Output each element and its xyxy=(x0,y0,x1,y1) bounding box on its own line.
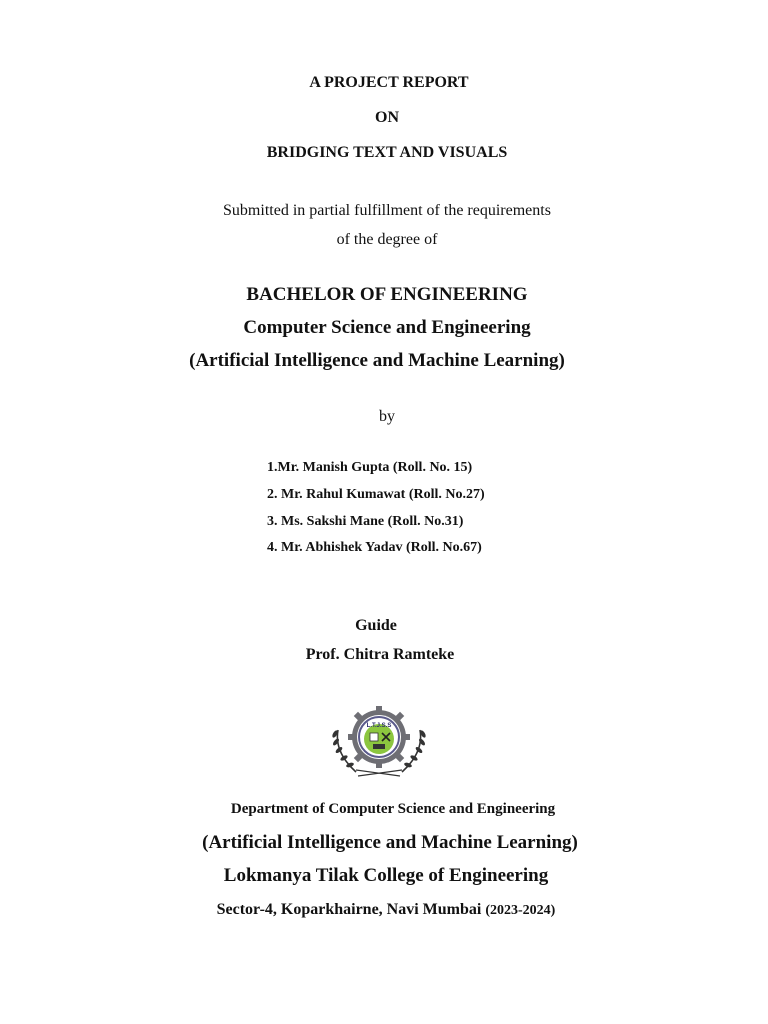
author-item: 3. Ms. Sakshi Mane (Roll. No.31) xyxy=(267,514,464,529)
author-item: 2. Mr. Rahul Kumawat (Roll. No.27) xyxy=(267,487,485,502)
submission-statement-cont: of the degree of xyxy=(336,231,438,248)
report-title-line1: A PROJECT REPORT xyxy=(309,74,469,91)
submission-statement: Submitted in partial fulfillment of the requirements xyxy=(223,202,551,219)
college-name: Lokmanya Tilak College of Engineering xyxy=(223,865,549,886)
degree-specialization: (Artificial Intelligence and Machine Learning) xyxy=(189,350,565,371)
guide-name: Prof. Chitra Ramteke xyxy=(305,646,455,663)
emblem-text: L.T.J.S.S xyxy=(366,723,392,729)
department-name: Department of Computer Science and Engineering xyxy=(230,801,556,817)
guide-label: Guide xyxy=(355,617,397,634)
project-title: BRIDGING TEXT AND VISUALS xyxy=(266,144,508,161)
academic-year: (2023-2024) xyxy=(485,903,556,918)
by-label: by xyxy=(379,408,395,425)
author-item: 1.Mr. Manish Gupta (Roll. No. 15) xyxy=(267,460,473,475)
college-address xyxy=(2,902,768,918)
report-title-line2: ON xyxy=(375,109,399,126)
degree-branch: Computer Science and Engineering xyxy=(243,317,531,338)
department-specialization: (Artificial Intelligence and Machine Learning) xyxy=(202,832,578,853)
degree-name: BACHELOR OF ENGINEERING xyxy=(246,284,528,305)
college-emblem-icon xyxy=(326,700,432,782)
author-item: 4. Mr. Abhishek Yadav (Roll. No.67) xyxy=(267,540,482,555)
address-text: Sector-4, Koparkhairne, Navi Mumbai xyxy=(216,901,482,918)
